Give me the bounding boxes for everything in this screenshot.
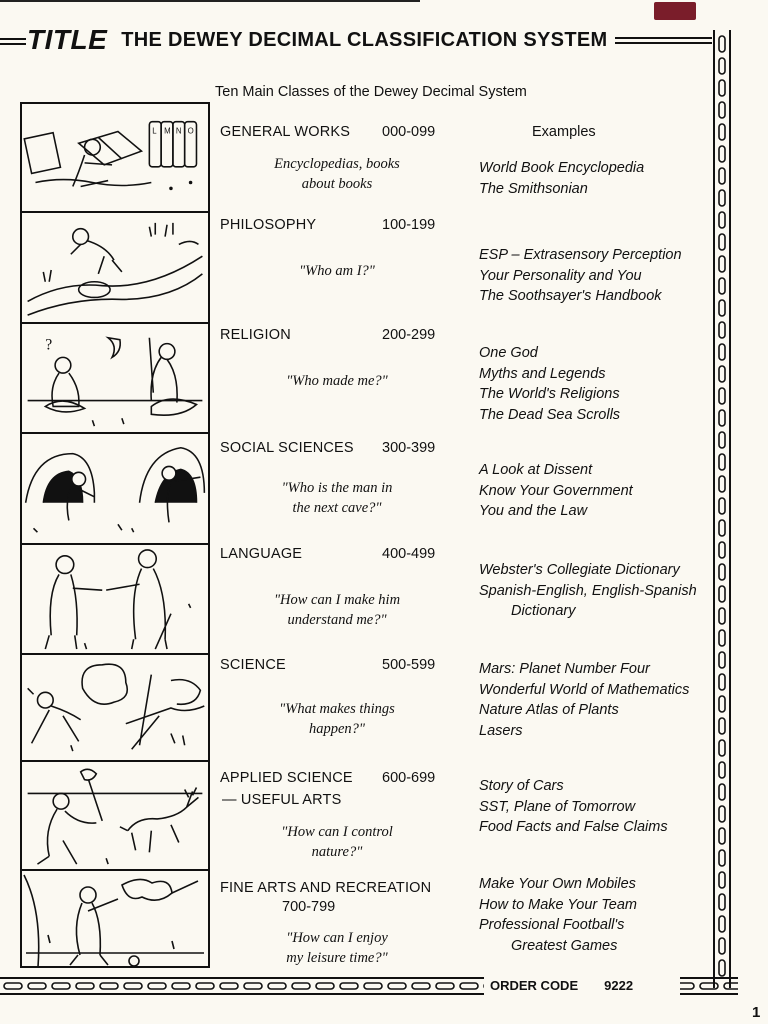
title-left-rule: [0, 38, 26, 45]
class-range: 000-099: [382, 124, 436, 140]
rail-link: [436, 983, 454, 989]
svg-text:N: N: [175, 126, 182, 136]
example-title: Mars: Planet Number Four: [479, 661, 650, 677]
class-fine-arts: [220, 876, 720, 972]
example-title: The Soothsayer's Handbook: [479, 288, 662, 304]
class-examples: [479, 776, 729, 838]
svg-text:?: ?: [45, 336, 53, 354]
rail-link: [719, 58, 725, 74]
class-examples: [479, 343, 729, 425]
illustration-religion: [22, 324, 208, 434]
class-question: "How can I control nature?": [281, 824, 393, 860]
class-philosophy: [220, 217, 720, 327]
rail-link: [316, 983, 334, 989]
order-code: [484, 974, 680, 996]
class-range: 100-199: [382, 217, 436, 233]
rail-link: [268, 983, 286, 989]
class-science: [220, 657, 720, 767]
class-examples: [479, 659, 729, 741]
class-name-subtitle: — USEFUL ARTS: [222, 792, 342, 808]
example-title: The World's Religions: [479, 386, 620, 402]
rail-link: [719, 36, 725, 52]
class-question: "Who made me?": [286, 373, 388, 389]
example-title: Professional Football's: [479, 917, 625, 933]
title-right-rule: [615, 37, 712, 44]
class-question: "How can I make him understand me?": [273, 592, 401, 628]
class-question: "Who am I?": [299, 263, 375, 279]
example-title: Spanish-English, English-Spanish: [479, 582, 697, 599]
class-question: "What makes things happen?": [279, 701, 395, 737]
rail-link: [148, 983, 166, 989]
class-range: 600-699: [382, 770, 436, 786]
class-social-sciences: [220, 440, 720, 550]
illustration-applied-science: [22, 762, 208, 871]
example-title: Make Your Own Mobiles: [479, 876, 636, 892]
example-title: How to Make Your Team: [479, 896, 637, 913]
illustration-philosophy: [22, 213, 208, 324]
rail-link: [719, 102, 725, 118]
example-title: Story of Cars: [479, 778, 564, 794]
class-name: PHILOSOPHY: [220, 217, 317, 233]
illustration-panel: [20, 102, 210, 968]
class-religion: [220, 327, 720, 437]
example-title: ESP – Extrasensory Perception: [479, 247, 682, 263]
example-title: Greatest Games: [511, 937, 618, 954]
class-name: GENERAL WORKS: [220, 124, 351, 140]
class-name: SCIENCE: [220, 657, 286, 673]
class-name: APPLIED SCIENCE: [220, 770, 353, 786]
class-examples: [479, 460, 729, 522]
rail-link: [292, 983, 310, 989]
illustration-social-sciences: [22, 434, 208, 545]
example-title: Myths and Legends: [479, 365, 606, 382]
example-title: You and the Law: [479, 503, 588, 519]
class-range: 300-399: [382, 440, 436, 456]
class-name: LANGUAGE: [220, 546, 303, 562]
example-title: Lasers: [479, 722, 523, 739]
example-title: Know Your Government: [479, 482, 633, 499]
class-range: 500-599: [382, 657, 436, 673]
svg-text:M: M: [164, 126, 171, 136]
page-title: THE DEWEY DECIMAL CLASSIFICATION SYSTEM: [121, 29, 608, 51]
class-name: FINE ARTS AND RECREATION: [220, 880, 432, 896]
page-number: 1: [752, 1004, 761, 1021]
class-range: 200-299: [382, 327, 436, 343]
rail-link: [700, 983, 718, 989]
svg-text:L: L: [152, 126, 157, 136]
class-applied-science: [220, 770, 720, 880]
rail-link: [412, 983, 430, 989]
class-language: [220, 546, 720, 656]
class-examples: [479, 874, 729, 956]
class-description: Encyclopedias, books about books: [274, 156, 400, 192]
class-name: SOCIAL SCIENCES: [220, 440, 354, 456]
class-examples: [479, 245, 729, 307]
svg-text:O: O: [187, 126, 194, 136]
class-range: 700-799: [282, 899, 336, 915]
example-title: SST, Plane of Tomorrow: [479, 798, 636, 815]
example-title: One God: [479, 345, 538, 361]
subtitle: Ten Main Classes of the Dewey Decimal System: [215, 84, 527, 100]
rail-link: [52, 983, 70, 989]
rail-link: [460, 983, 478, 989]
top-rule: [0, 0, 420, 2]
corner-tab-mark: [654, 2, 696, 20]
order-code-label: ORDER CODE: [490, 977, 579, 993]
example-title: The Dead Sea Scrolls: [479, 406, 621, 423]
rail-link: [124, 983, 142, 989]
rail-link: [172, 983, 190, 989]
example-title: Your Personality and You: [479, 267, 642, 284]
rail-link: [724, 983, 738, 989]
rail-link: [719, 80, 725, 96]
examples-heading: Examples: [532, 124, 596, 140]
class-name: RELIGION: [220, 327, 291, 343]
class-question: "Who is the man in the next cave?": [281, 480, 393, 516]
rail-link: [4, 983, 22, 989]
class-examples: [479, 560, 729, 622]
example-title: Dictionary: [511, 603, 576, 619]
rail-link: [340, 983, 358, 989]
example-title: World Book Encyclopedia: [479, 160, 645, 176]
class-question: "How can I enjoy my leisure time?": [286, 930, 388, 966]
title-label: TITLE: [27, 24, 108, 55]
rail-link: [220, 983, 238, 989]
example-title: Food Facts and False Claims: [479, 819, 668, 835]
example-title: Wonderful World of Mathematics: [479, 681, 690, 698]
example-title: The Smithsonian: [479, 180, 588, 197]
illustration-fine-arts: [22, 871, 208, 968]
illustration-general-works: [22, 104, 208, 213]
rail-link: [100, 983, 118, 989]
rail-link: [388, 983, 406, 989]
illustration-language: [22, 545, 208, 655]
rail-link: [76, 983, 94, 989]
rail-link: [364, 983, 382, 989]
example-title: Webster's Collegiate Dictionary: [479, 562, 680, 578]
example-title: A Look at Dissent: [479, 462, 593, 478]
class-examples: [479, 158, 729, 199]
illustration-science: [22, 655, 208, 762]
order-code-value: 9222: [604, 977, 634, 993]
title-bar: [0, 22, 712, 58]
rail-link: [196, 983, 214, 989]
example-title: Nature Atlas of Plants: [479, 702, 619, 718]
rail-link: [28, 983, 46, 989]
class-range: 400-499: [382, 546, 436, 562]
rail-link: [244, 983, 262, 989]
